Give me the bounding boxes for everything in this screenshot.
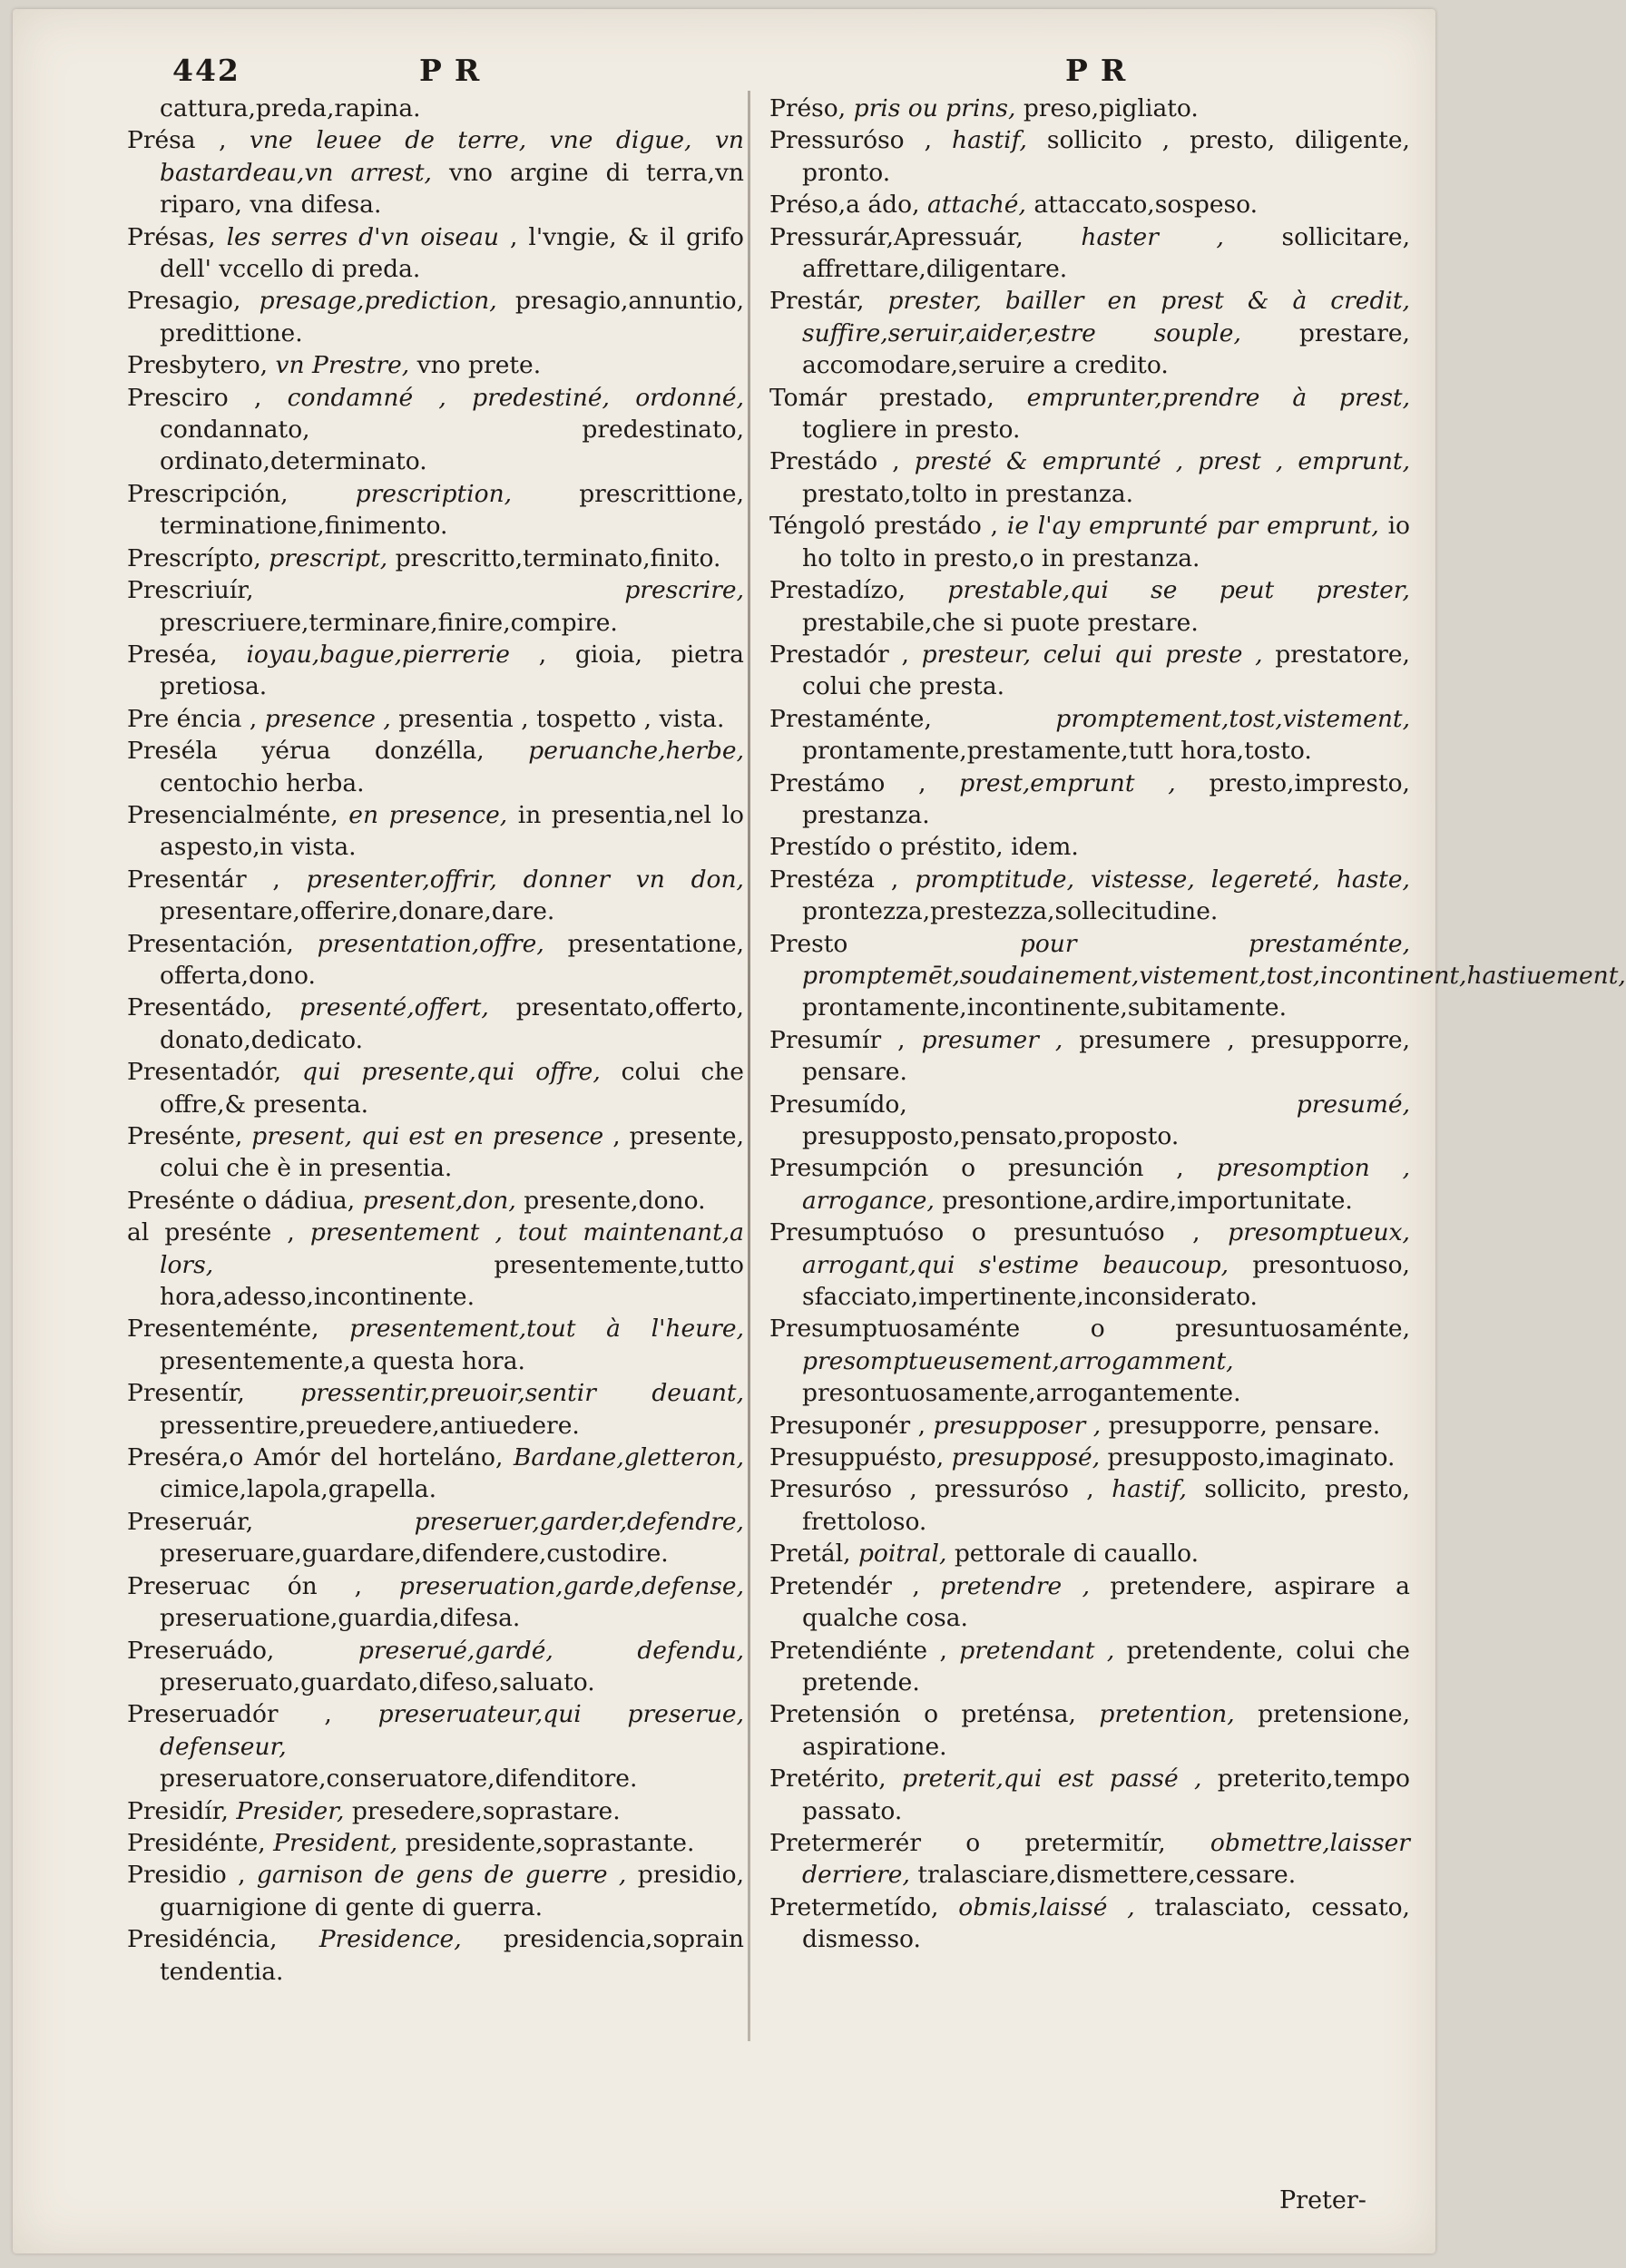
french-gloss: preterit,qui est passé , xyxy=(902,1765,1202,1794)
headword: Pressuróso , xyxy=(769,126,933,155)
italian-gloss: attaccato,sospeso. xyxy=(1033,191,1259,220)
french-gloss: obmis,laissé , xyxy=(958,1892,1135,1921)
running-head-left: PR xyxy=(419,53,493,88)
italian-gloss: cattura,preda,rapina. xyxy=(160,94,421,122)
french-gloss: preseruateur,qui preserue, defenseur, xyxy=(160,1700,744,1761)
dictionary-page xyxy=(13,9,1626,2253)
headword: Presumído, xyxy=(769,1090,907,1119)
french-gloss: en presence, xyxy=(348,800,508,829)
dictionary-entry xyxy=(769,1089,1410,1153)
headword: Prestár, xyxy=(769,287,865,316)
french-gloss: pretendre , xyxy=(940,1571,1091,1600)
dictionary-entry xyxy=(127,478,744,543)
headword: Preséla yérua donzélla, xyxy=(127,737,485,766)
italian-gloss: tralasciato, cessato, dismesso. xyxy=(802,1892,1410,1954)
dictionary-entry xyxy=(769,1763,1410,1827)
headword: Prestéza , xyxy=(769,865,899,894)
italian-gloss: prontezza,prestezza,sollecitudine. xyxy=(802,897,1219,926)
headword: Pretermerér o pretermitír, xyxy=(769,1828,1166,1857)
italian-gloss: cimice,lapola,grapella. xyxy=(160,1475,437,1504)
italian-gloss: presentatione, offerta,dono. xyxy=(160,929,744,990)
headword: Prestádo , xyxy=(769,447,900,476)
french-gloss: pour prestaménte, promptemēt,soudainement,vistement,tost,incontinent,hastiuement, xyxy=(802,929,1626,990)
french-gloss: presumer , xyxy=(921,1025,1063,1054)
headword: Presentár , xyxy=(127,865,280,894)
french-gloss: haster , xyxy=(1081,222,1224,251)
french-gloss: hastif, xyxy=(1112,1475,1187,1504)
dictionary-entry xyxy=(769,510,1410,574)
headword: Pretál, xyxy=(769,1540,851,1569)
french-gloss: presupposé, xyxy=(951,1443,1101,1472)
left-column xyxy=(127,93,744,1988)
italian-gloss: preterito,tempo passato. xyxy=(802,1765,1410,1825)
column-gutter-shadow xyxy=(748,91,750,2041)
dictionary-entry xyxy=(769,124,1410,189)
headword: Présa , xyxy=(127,126,227,155)
headword: Preseruár, xyxy=(127,1507,254,1536)
headword: Prestámo , xyxy=(769,768,926,797)
dictionary-entry xyxy=(769,382,1410,446)
french-gloss: presence , xyxy=(264,704,391,733)
dictionary-entry xyxy=(769,1313,1410,1409)
italian-gloss: prescrittione, terminatione,finimento. xyxy=(160,479,744,541)
headword: Presentír, xyxy=(127,1379,245,1408)
dictionary-entry xyxy=(127,1506,744,1570)
dictionary-entry xyxy=(127,992,744,1056)
italian-gloss: preseruatore,conseruatore,difenditore. xyxy=(160,1765,638,1794)
italian-gloss: prontamente,prestamente,tutt hora,tosto. xyxy=(802,737,1312,766)
italian-gloss: presedere,soprastare. xyxy=(351,1796,621,1825)
headword: Presidio , xyxy=(127,1861,246,1890)
headword: Presénte, xyxy=(127,1122,243,1150)
headword: Preséa, xyxy=(127,640,218,669)
french-gloss: ie l'ay emprunté par emprunt, xyxy=(1006,512,1379,541)
dictionary-entry xyxy=(769,1538,1410,1569)
headword: Preseruadór , xyxy=(127,1700,332,1729)
french-gloss: presté & emprunté , prest , emprunt, xyxy=(914,447,1410,476)
french-gloss: garnison de gens de guerre , xyxy=(256,1861,627,1890)
french-gloss: hastif, xyxy=(952,126,1027,155)
french-gloss: presenter,offrir, donner vn don, xyxy=(306,865,744,894)
french-gloss: vn Prestre, xyxy=(275,351,410,380)
french-gloss: presupposer , xyxy=(933,1411,1102,1440)
italian-gloss: presente,dono. xyxy=(524,1186,706,1215)
italian-gloss: presupporre, pensare. xyxy=(1108,1411,1381,1440)
italian-gloss: togliere in presto. xyxy=(802,415,1021,445)
headword: Preséra,o Amór del horteláno, xyxy=(127,1443,504,1472)
italian-gloss: presidio, guarnigione di gente di guerra. xyxy=(160,1861,744,1921)
headword: Presto xyxy=(769,929,848,958)
dictionary-entry xyxy=(127,285,744,349)
dictionary-entry xyxy=(127,1377,744,1442)
italian-gloss: presontuosamente,arrogantemente. xyxy=(802,1379,1241,1408)
italian-gloss: prontamente,incontinente,subitamente. xyxy=(802,993,1288,1022)
french-gloss: Presider, xyxy=(236,1796,345,1825)
headword: Prescrípto, xyxy=(127,543,261,572)
headword: Pretensión o preténsa, xyxy=(769,1700,1076,1729)
french-gloss: preseruation,garde,defense, xyxy=(398,1571,744,1600)
french-gloss: peruanche,herbe, xyxy=(528,737,744,766)
italian-gloss: presidente,soprastante. xyxy=(405,1828,695,1857)
headword: Presentación, xyxy=(127,929,294,958)
headword: Prestído o préstito, xyxy=(769,833,1004,862)
dictionary-entry xyxy=(127,703,744,735)
headword: Presumptuosaménte o presuntuosaménte, xyxy=(769,1315,1410,1344)
french-gloss: emprunter,prendre à prest, xyxy=(1026,383,1410,412)
french-gloss: pretendant , xyxy=(959,1636,1115,1665)
italian-gloss: prescritto,terminato,finito. xyxy=(395,543,721,572)
headword: Presidéncia, xyxy=(127,1925,278,1954)
italian-gloss: , l'vngie, & il grifo dell' vccello di preda. xyxy=(160,222,744,284)
headword: Presentádo, xyxy=(127,993,273,1022)
french-gloss: pretention, xyxy=(1099,1700,1235,1729)
headword: Pressurár,Apressuár, xyxy=(769,222,1024,251)
french-gloss: present, qui est en presence xyxy=(251,1122,604,1150)
italian-gloss: prestare, accomodare,seruire a credito. xyxy=(802,318,1410,380)
french-gloss: preserué,gardé, defendu, xyxy=(358,1636,744,1665)
dictionary-entry xyxy=(769,1442,1410,1473)
dictionary-entry xyxy=(769,1570,1410,1635)
dictionary-entry xyxy=(769,93,1410,124)
italian-gloss: sollicito , presto, diligente, pronto. xyxy=(802,126,1410,187)
dictionary-entry xyxy=(127,1635,744,1699)
italian-gloss: presto,impresto, prestanza. xyxy=(802,768,1410,829)
dictionary-entry xyxy=(769,1473,1410,1538)
headword: Préso,a ádo, xyxy=(769,191,920,220)
french-gloss: Presidence, xyxy=(318,1925,462,1954)
italian-gloss: prestatore, colui che presta. xyxy=(802,640,1410,701)
dictionary-entry xyxy=(769,831,1410,863)
headword: Presuróso , pressuróso , xyxy=(769,1475,1094,1504)
headword: Presentadór, xyxy=(127,1058,282,1087)
dictionary-entry xyxy=(769,285,1410,381)
dictionary-entry xyxy=(769,1635,1410,1699)
italian-gloss: pretendente, colui che pretende. xyxy=(802,1636,1410,1696)
dictionary-entry xyxy=(127,1859,744,1923)
headword: Presencialménte, xyxy=(127,800,338,829)
dictionary-entry xyxy=(769,703,1410,767)
italian-gloss: , gioia, pietra pretiosa. xyxy=(160,640,744,701)
headword: Pretendér , xyxy=(769,1571,920,1600)
french-gloss: presomptueux, arrogant,qui s'estime beaucoup, xyxy=(802,1218,1410,1279)
italian-gloss: presidencia,soprain tendentia. xyxy=(160,1925,744,1986)
dictionary-entry xyxy=(127,1570,744,1635)
french-gloss: presage,prediction, xyxy=(259,287,497,316)
french-gloss: les serres d'vn oiseau xyxy=(226,222,499,251)
dictionary-entry xyxy=(769,639,1410,703)
french-gloss: presomption , arrogance, xyxy=(802,1154,1411,1215)
dictionary-entry xyxy=(769,864,1410,928)
dictionary-entry xyxy=(127,735,744,799)
dictionary-entry xyxy=(127,1442,744,1506)
headword: al presénte , xyxy=(127,1218,295,1247)
headword: Presbytero, xyxy=(127,351,269,380)
headword: Pretendiénte , xyxy=(769,1636,947,1665)
headword: Preseruádo, xyxy=(127,1636,275,1665)
italian-gloss: presentemente,tutto hora,adesso,incontinente. xyxy=(160,1250,744,1312)
dictionary-entry xyxy=(127,1120,744,1185)
dictionary-entry xyxy=(127,221,744,286)
dictionary-entry xyxy=(769,189,1410,220)
headword: Prestaménte, xyxy=(769,704,932,733)
italian-gloss: presumere , presupporre, pensare. xyxy=(802,1025,1410,1087)
headword: Préso, xyxy=(769,94,847,122)
dictionary-entry xyxy=(127,639,744,703)
french-gloss: obmettre,laisser derriere, xyxy=(802,1828,1410,1890)
italian-gloss: presupposto,pensato,proposto. xyxy=(802,1122,1180,1150)
french-gloss: ioyau,bague,pierrerie xyxy=(246,640,510,669)
dictionary-entry xyxy=(127,1923,744,1988)
french-gloss: preseruer,garder,defendre, xyxy=(414,1507,744,1536)
french-gloss: prest,emprunt , xyxy=(959,768,1176,797)
french-gloss: prestable,qui se peut prester, xyxy=(947,576,1410,605)
french-gloss: promptement,tost,vistement, xyxy=(1055,704,1410,733)
dictionary-entry xyxy=(127,864,744,928)
headword: Presidír, xyxy=(127,1796,229,1825)
headword: Presuppuésto, xyxy=(769,1443,945,1472)
dictionary-entry xyxy=(769,1217,1410,1313)
running-head-right: PR xyxy=(1065,53,1139,88)
dictionary-entry xyxy=(127,1827,744,1859)
italian-gloss: presentare,offerire,donare,dare. xyxy=(160,897,555,926)
headword: Tomár prestado, xyxy=(769,383,994,412)
headword: Presénte o dádiua, xyxy=(127,1186,356,1215)
headword: Presumír , xyxy=(769,1025,906,1054)
headword: Presagio, xyxy=(127,287,241,316)
dictionary-entry xyxy=(127,382,744,478)
italian-gloss: presontuoso, sfacciato,impertinente,inconsiderato. xyxy=(802,1250,1410,1312)
italian-gloss: prestato,tolto in prestanza. xyxy=(802,479,1134,508)
italian-gloss: vno argine di terra,vn riparo, vna difesa. xyxy=(160,158,744,220)
french-gloss: pris ou prins, xyxy=(853,94,1016,122)
headword: Prestadízo, xyxy=(769,576,906,605)
italian-gloss: pettorale di cauallo. xyxy=(954,1540,1200,1569)
french-gloss: vne leuee de terre, vne digue, vn bastardeau,vn arrest, xyxy=(160,126,744,187)
italian-gloss: presupposto,imaginato. xyxy=(1107,1443,1396,1472)
french-gloss: presenté,offert, xyxy=(299,993,489,1022)
dictionary-entry xyxy=(769,1827,1410,1892)
french-gloss: presentation,offre, xyxy=(317,929,544,958)
italian-gloss: pretensione, aspiratione. xyxy=(802,1700,1410,1761)
dictionary-entry xyxy=(127,93,744,124)
italian-gloss: prestabile,che si puote prestare. xyxy=(802,608,1199,637)
dictionary-entry xyxy=(127,1185,744,1217)
headword: Presuponér , xyxy=(769,1411,926,1440)
dictionary-entry xyxy=(127,349,744,381)
french-gloss: promptitude, vistesse, legereté, haste, xyxy=(915,865,1410,894)
dictionary-entry xyxy=(127,928,744,992)
dictionary-entry xyxy=(769,1698,1410,1763)
headword: Prestadór , xyxy=(769,640,909,669)
italian-gloss: presagio,annuntio, predittione. xyxy=(160,287,744,347)
right-column xyxy=(769,93,1626,1956)
dictionary-entry xyxy=(769,767,1410,832)
italian-gloss: centochio herba. xyxy=(160,768,365,797)
italian-gloss: presentato,offerto, donato,dedicato. xyxy=(160,993,744,1054)
page-number: 442 xyxy=(172,53,240,88)
dictionary-entry xyxy=(127,1056,744,1120)
french-gloss: pressentir,preuoir,sentir deuant, xyxy=(300,1379,744,1408)
italian-gloss: pretendere, aspirare a qualche cosa. xyxy=(802,1571,1410,1633)
french-gloss: qui presente,qui offre, xyxy=(302,1058,601,1087)
french-gloss: poitral, xyxy=(857,1540,947,1569)
italian-gloss: pressentire,preuedere,antiuedere. xyxy=(160,1411,580,1440)
italian-gloss: preso,pigliato. xyxy=(1023,94,1199,122)
dictionary-entry xyxy=(769,928,1626,1024)
italian-gloss: presentemente,a questa hora. xyxy=(160,1346,525,1375)
french-gloss: presomptueusement,arrogamment, xyxy=(802,1346,1234,1375)
italian-gloss: sollicitare, affrettare,diligentare. xyxy=(802,222,1410,284)
italian-gloss: tralasciare,dismettere,cessare. xyxy=(917,1861,1297,1890)
dictionary-entry xyxy=(769,1152,1410,1217)
italian-gloss: idem. xyxy=(1011,833,1079,862)
french-gloss: attaché, xyxy=(926,191,1026,220)
italian-gloss: presentia , tospetto , vista. xyxy=(398,704,725,733)
french-gloss: Bardane,gletteron, xyxy=(513,1443,744,1472)
italian-gloss: sollicito, presto, frettoloso. xyxy=(802,1475,1410,1536)
headword: Téngoló prestádo , xyxy=(769,512,999,541)
dictionary-entry xyxy=(127,543,744,574)
headword: Pretérito, xyxy=(769,1765,886,1794)
italian-gloss: condannato, predestinato, ordinato,determinato. xyxy=(160,415,744,476)
catchword: Preter- xyxy=(1279,2186,1366,2214)
dictionary-entry xyxy=(127,1217,744,1313)
italian-gloss: , presente, colui che è in presentia. xyxy=(160,1122,744,1183)
headword: Pre éncia , xyxy=(127,704,258,733)
headword: Pretermetído, xyxy=(769,1892,939,1921)
headword: Prescriuír, xyxy=(127,576,254,605)
headword: Presumpción o presunción , xyxy=(769,1154,1184,1183)
dictionary-entry xyxy=(769,1410,1410,1442)
italian-gloss: in presentia,nel lo aspesto,in vista. xyxy=(160,800,744,862)
dictionary-entry xyxy=(127,574,744,639)
italian-gloss: preseruatione,guardia,difesa. xyxy=(160,1604,521,1633)
italian-gloss: io ho tolto in presto,o in prestanza. xyxy=(802,512,1410,572)
french-gloss: prescript, xyxy=(269,543,388,572)
dictionary-entry xyxy=(127,1795,744,1827)
dictionary-entry xyxy=(769,445,1410,510)
french-gloss: prester, bailler en prest & à credit, suffire,seruir,aider,estre souple, xyxy=(802,287,1410,347)
headword: Presidénte, xyxy=(127,1828,266,1857)
headword: Presenteménte, xyxy=(127,1315,319,1344)
french-gloss: condamné , predestiné, ordonné, xyxy=(287,383,744,412)
headword: Prescripción, xyxy=(127,479,289,508)
dictionary-entry xyxy=(127,799,744,864)
italian-gloss: preseruare,guardare,difendere,custodire. xyxy=(160,1540,669,1569)
italian-gloss: colui che offre,& presenta. xyxy=(160,1058,744,1119)
dictionary-entry xyxy=(769,221,1410,286)
dictionary-entry xyxy=(127,1313,744,1377)
french-gloss: present,don, xyxy=(362,1186,516,1215)
french-gloss: presumé, xyxy=(1296,1090,1410,1119)
dictionary-entry xyxy=(769,574,1410,639)
dictionary-entry xyxy=(127,124,744,220)
headword: Presciro , xyxy=(127,383,262,412)
dictionary-entry xyxy=(769,1024,1410,1089)
dictionary-entry xyxy=(127,1698,744,1794)
french-gloss: presteur, celui qui preste , xyxy=(921,640,1263,669)
italian-gloss: prescriuere,terminare,finire,compire. xyxy=(160,608,618,637)
headword: Presumptuóso o presuntuóso , xyxy=(769,1218,1200,1247)
headword: Présas, xyxy=(127,222,216,251)
italian-gloss: vno prete. xyxy=(416,351,542,380)
headword: Preseruac ón , xyxy=(127,1571,363,1600)
french-gloss: presentement,tout à l'heure, xyxy=(349,1315,744,1344)
italian-gloss: preseruato,guardato,difeso,saluato. xyxy=(160,1667,595,1696)
french-gloss: presentement , tout maintenant,a lors, xyxy=(160,1218,744,1279)
dictionary-entry xyxy=(769,1892,1410,1956)
french-gloss: prescription, xyxy=(355,479,513,508)
italian-gloss: presontione,ardire,importunitate. xyxy=(942,1186,1353,1215)
french-gloss: President, xyxy=(273,1828,398,1857)
french-gloss: prescrire, xyxy=(624,576,744,605)
